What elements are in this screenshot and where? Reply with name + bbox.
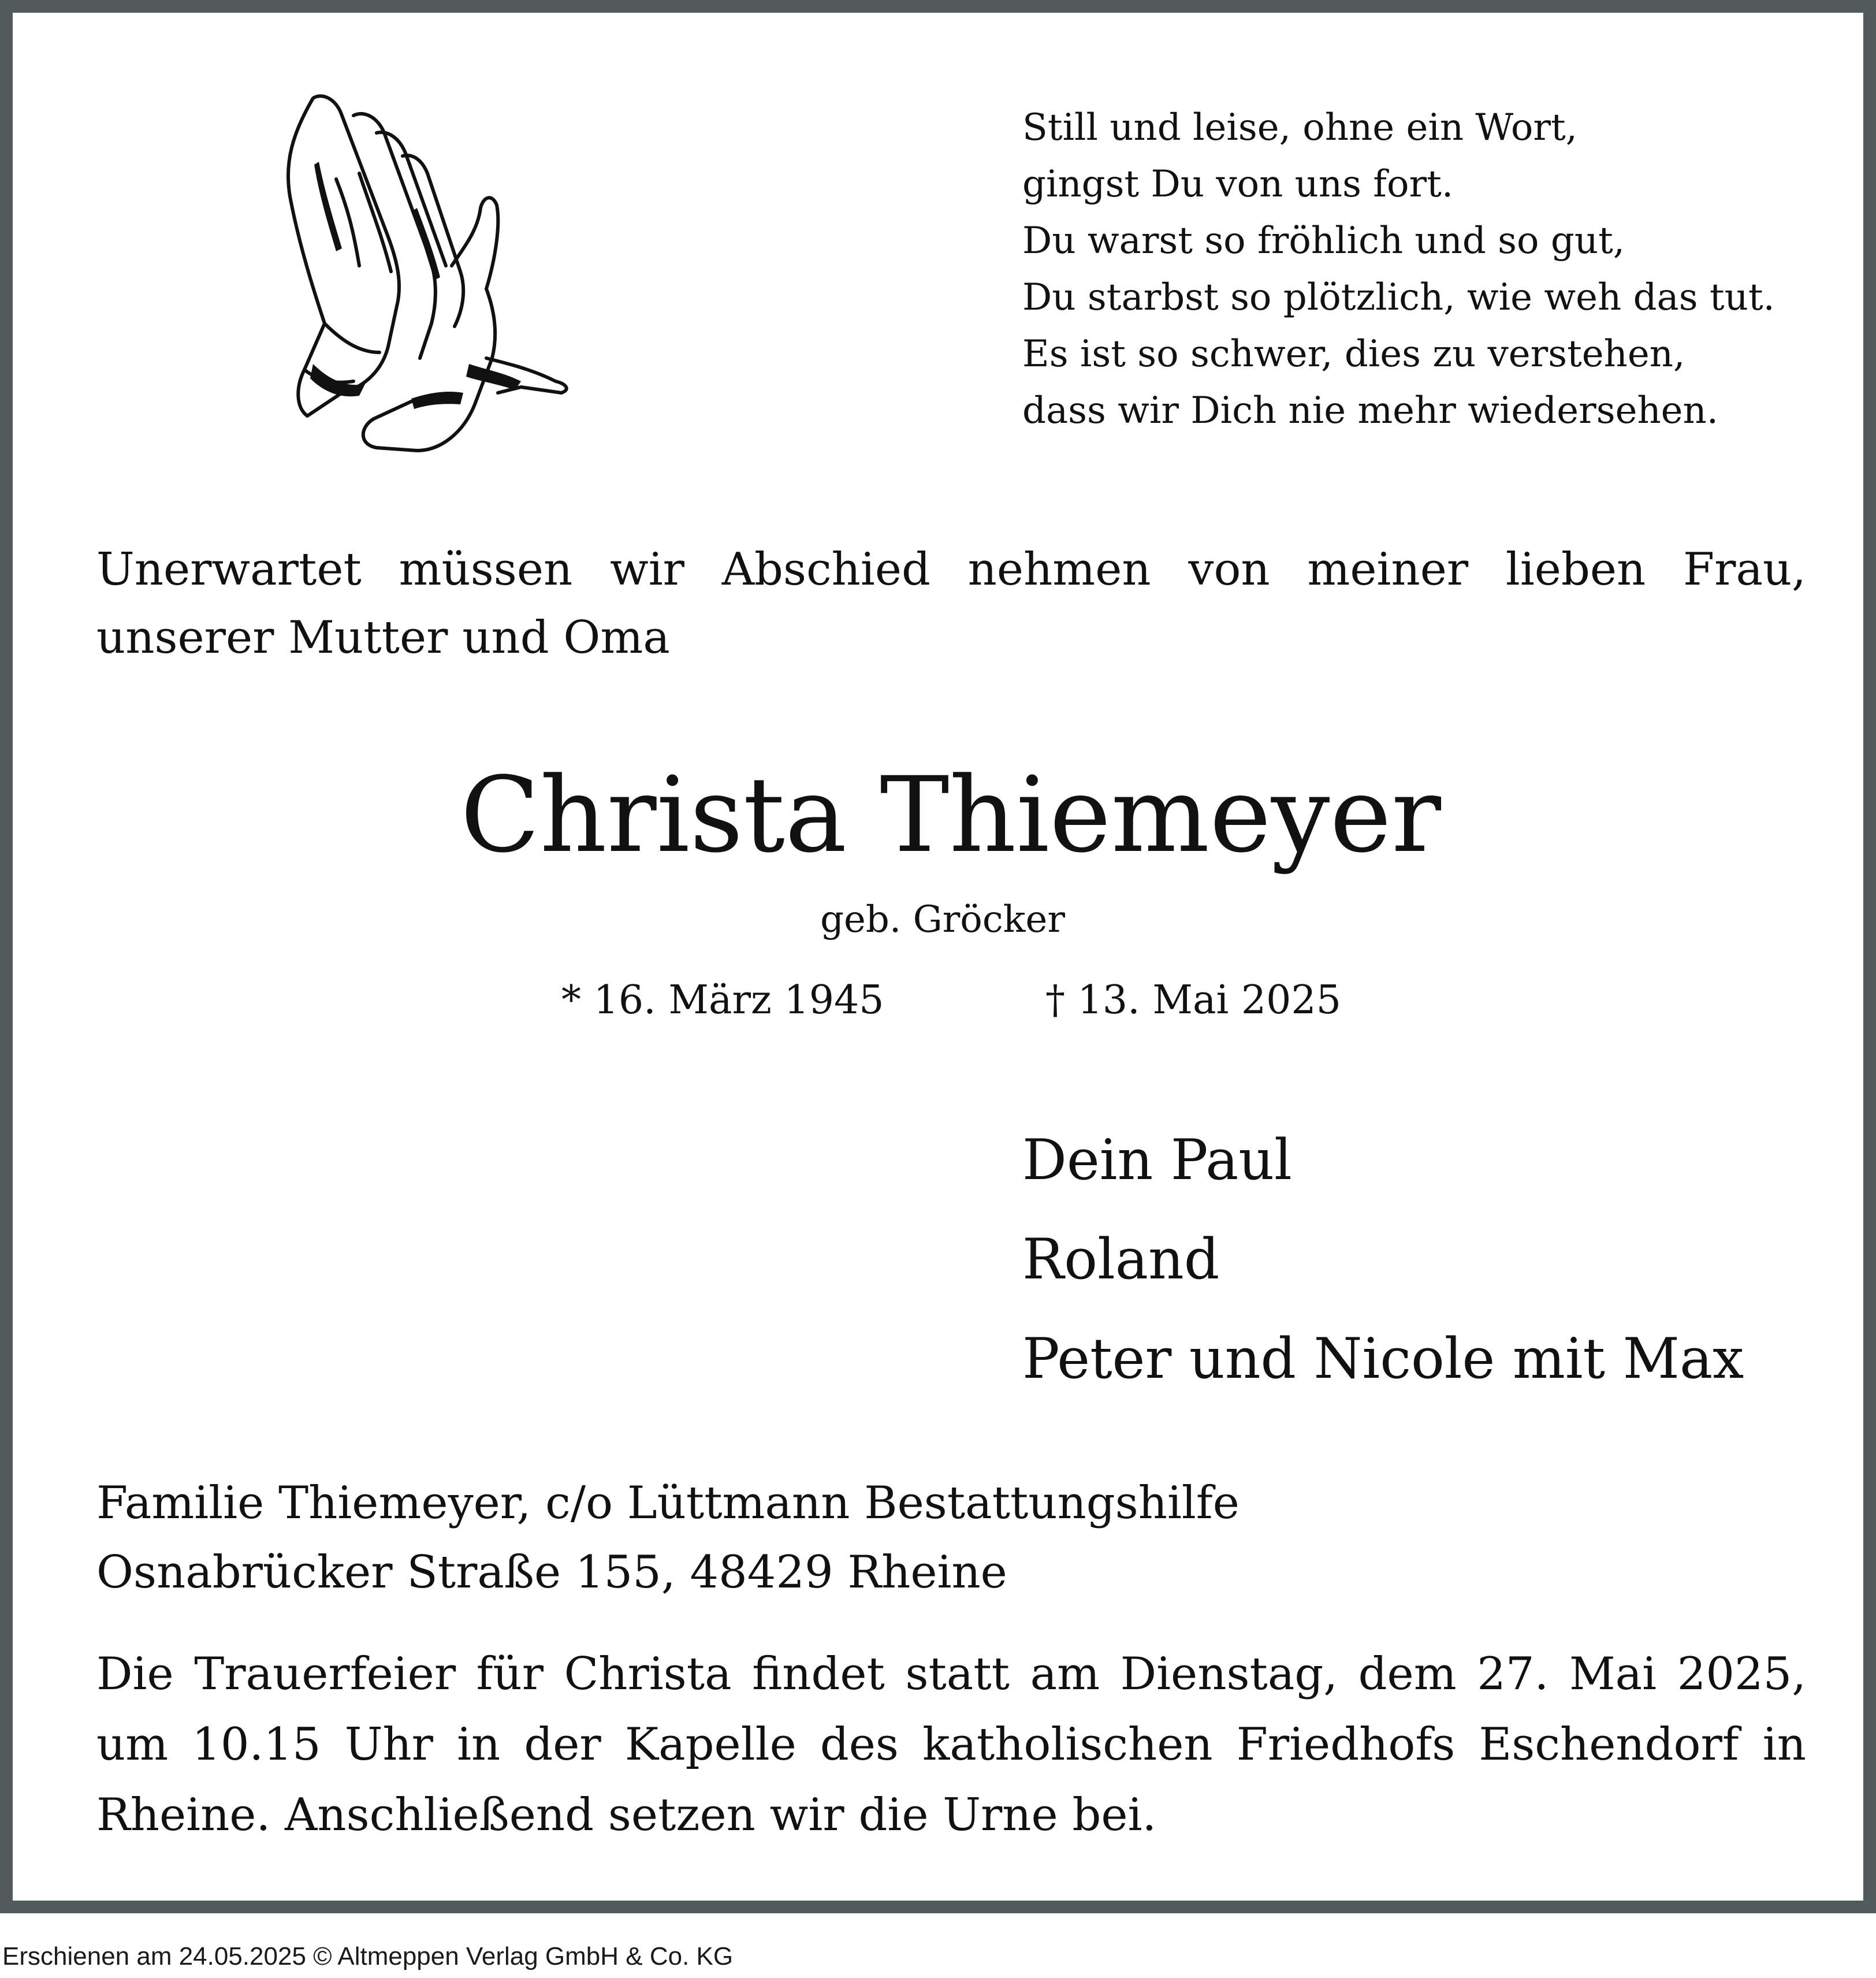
poem-line: dass wir Dich nie mehr wiedersehen. bbox=[1022, 389, 1719, 432]
funeral-line: Rheine. Anschließend setzen wir die Urne bei. bbox=[96, 1789, 1157, 1841]
mourner: Roland bbox=[1022, 1227, 1220, 1292]
intro-word: wir bbox=[609, 544, 684, 596]
deceased-name: Christa Thiemeyer bbox=[460, 755, 1442, 876]
mourner: Peter und Nicole mit Max bbox=[1022, 1326, 1744, 1391]
funeral-word: Trauerfeier bbox=[194, 1648, 456, 1700]
funeral-word: dem bbox=[1358, 1648, 1457, 1700]
poem-line: Still und leise, ohne ein Wort, bbox=[1022, 106, 1577, 149]
funeral-line bbox=[96, 1709, 1806, 1780]
mourner: Dein Paul bbox=[1022, 1128, 1292, 1192]
funeral-word: Die bbox=[96, 1648, 174, 1700]
funeral-word: Kapelle bbox=[624, 1719, 796, 1771]
contact-address bbox=[96, 1468, 1240, 1607]
funeral-word: Mai bbox=[1569, 1648, 1657, 1700]
funeral-word: für bbox=[476, 1648, 544, 1700]
poem bbox=[1022, 99, 1842, 439]
poem-line: Es ist so schwer, dies zu verstehen, bbox=[1022, 333, 1685, 375]
funeral-word: Uhr bbox=[344, 1719, 433, 1771]
funeral-word: um bbox=[96, 1719, 169, 1771]
maiden-name: geb. Gröcker bbox=[820, 898, 1065, 941]
poem-line: Du starbst so plötzlich, wie weh das tut. bbox=[1022, 276, 1775, 319]
funeral-word: der bbox=[524, 1719, 601, 1771]
funeral-word: 2025, bbox=[1677, 1648, 1806, 1700]
funeral-line bbox=[96, 1639, 1806, 1709]
funeral-word: Dienstag, bbox=[1120, 1648, 1338, 1700]
intro-word: nehmen bbox=[967, 544, 1151, 596]
funeral-word: findet bbox=[752, 1648, 885, 1700]
poem-line: Du warst so fröhlich und so gut, bbox=[1022, 220, 1625, 262]
poem-line: gingst Du von uns fort. bbox=[1022, 163, 1454, 206]
intro-word: von bbox=[1188, 544, 1270, 596]
funeral-word: am bbox=[1030, 1648, 1100, 1700]
address-line: Osnabrücker Straße 155, 48429 Rheine bbox=[96, 1546, 1007, 1598]
funeral-word: in bbox=[457, 1719, 501, 1771]
funeral-word: Eschendorf bbox=[1479, 1719, 1739, 1771]
address-line: Familie Thiemeyer, c/o Lüttmann Bestattungshilfe bbox=[96, 1477, 1240, 1529]
birth-date: * 16. März 1945 bbox=[561, 977, 884, 1023]
funeral-word: 10.15 bbox=[192, 1719, 321, 1771]
funeral-word: katholischen bbox=[922, 1719, 1213, 1771]
mourners-list bbox=[1022, 1110, 1744, 1408]
intro-word: lieben bbox=[1505, 544, 1646, 596]
intro-line bbox=[96, 536, 1806, 604]
intro-word: Abschied bbox=[721, 544, 930, 596]
intro-word: meiner bbox=[1307, 544, 1469, 596]
death-date: † 13. Mai 2025 bbox=[1045, 977, 1341, 1023]
praying-hands-icon bbox=[278, 92, 573, 456]
intro-word: Unerwartet bbox=[96, 544, 362, 596]
funeral-notice bbox=[96, 1639, 1806, 1850]
intro-line: unserer Mutter und Oma bbox=[96, 612, 670, 664]
funeral-word: Christa bbox=[564, 1648, 732, 1700]
funeral-word: des bbox=[820, 1719, 899, 1771]
intro-word: müssen bbox=[399, 544, 573, 596]
funeral-word: in bbox=[1762, 1719, 1806, 1771]
funeral-word: statt bbox=[905, 1648, 1010, 1700]
publication-footer: Erschienen am 24.05.2025 © Altmeppen Verlag GmbH & Co. KG bbox=[2, 1942, 734, 1970]
intro-text bbox=[96, 536, 1806, 672]
funeral-word: Friedhofs bbox=[1236, 1719, 1456, 1771]
intro-word: Frau, bbox=[1683, 544, 1806, 596]
funeral-word: 27. bbox=[1477, 1648, 1549, 1700]
